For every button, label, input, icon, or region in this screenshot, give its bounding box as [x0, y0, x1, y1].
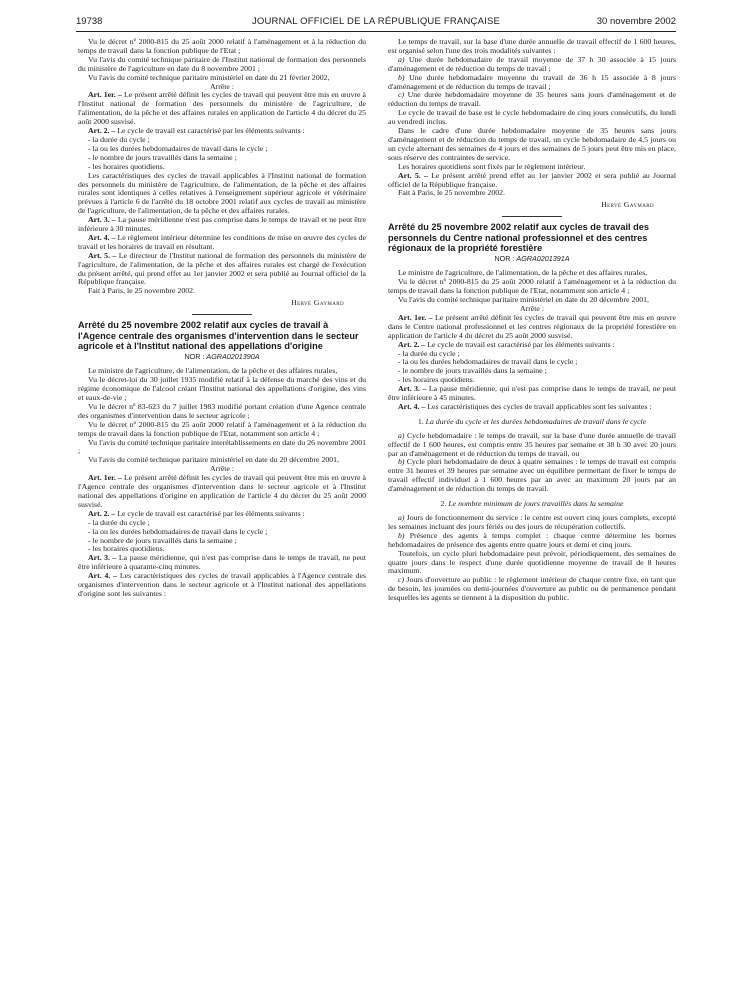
- signature: Hervé Gaymard: [601, 200, 654, 210]
- left-column: [78, 38, 366, 599]
- article-text: La pause méridienne, qui n'est pas comprise dans le temps de travail, ne peut être inférieure à quarante-cinq minutes.: [78, 553, 366, 572]
- list-item: [388, 91, 676, 109]
- article-text: Le règlement intérieur détermine les conditions de mise en œuvre des cycles de travail et les horaires de travail en résultant.: [78, 232, 366, 251]
- article-label: Art. 2. –: [88, 126, 116, 136]
- article: [78, 474, 366, 510]
- section-number: 2.: [440, 499, 447, 509]
- arrete-label: Arrête :: [209, 81, 235, 91]
- article-label: Art. 2. –: [398, 339, 426, 349]
- article-label: Art. 1er. –: [88, 473, 122, 483]
- item-text: Une durée hebdomadaire moyenne de 35 heures sans jours d'aménagement et de réduction du temps de travail.: [388, 90, 676, 109]
- visa: Vu le décret nº 83-623 du 7 juillet 1983 modifié portant création d'une Agence centrale des organismes d'intervention dans le secteur agricole ;: [78, 401, 366, 420]
- article-text: Le cycle de travail est caractérisé par les éléments suivants :: [427, 339, 615, 349]
- visa: Vu l'avis du comité technique paritaire de l'Institut national de formation des personnels du ministère de l'agriculture en date du 8 novembre 2001 ;: [78, 54, 366, 73]
- article-label: Art. 1er. –: [398, 312, 433, 322]
- article: [78, 554, 366, 572]
- article-text: La pause méridienne, qui n'est pas comprise dans le temps de travail, ne peut être inférieure à 45 minutes.: [388, 384, 676, 403]
- separator: [192, 314, 252, 315]
- visa: Vu le décret-loi du 30 juillet 1935 modifié relatif à la défense du marché des vins et du régime économique de l'alcool créant l'Institut national des appellations d'origine, des vins et eaux-de-vie ;: [78, 375, 366, 403]
- article-text: Les caractéristiques des cycles de travail applicables sont les suivantes :: [427, 401, 652, 411]
- item-label: b): [398, 457, 405, 467]
- item-label: a): [398, 430, 405, 440]
- list-item: [388, 74, 676, 92]
- list-item: [388, 576, 676, 603]
- item-label: b): [398, 72, 405, 82]
- article-label: Art. 3. –: [398, 384, 427, 394]
- list-item: - la ou les durées hebdomadaires de travail dans le cycle ;: [88, 143, 268, 153]
- item-text: Une durée hebdomadaire de travail moyenne de 37 h 30 associée à 15 jours d'aménagement et de réduction du temps de travail ;: [388, 54, 677, 73]
- visa: Vu l'avis du comité technique paritaire ministériel en date du 20 décembre 2001,: [88, 455, 340, 465]
- visa: Vu le décret nº 2000-815 du 25 août 2000 relatif à l'aménagement et à la réduction du temps de travail dans la fonction publique de l'Etat, notamment son article 4 ;: [388, 277, 676, 296]
- nor-code: AGRA0201391A: [516, 254, 570, 264]
- page-header: [76, 14, 676, 30]
- list-item: [388, 458, 676, 494]
- item-text: Cycle hebdomadaire : le temps de travail, sur la base d'une durée annuelle de travail effectif de 1 600 heures, est compris entre 35 heures par semaine et 38 h 30 avec 20 jours par an d'aménagement et de réduction du temps de travail, ou: [388, 430, 676, 458]
- article-label: Art. 5. –: [398, 170, 428, 180]
- list-item: - les horaires quotidiens.: [88, 544, 165, 554]
- visa: Vu l'avis du comité technique paritaire interétablissements en date du 26 novembre 2001 ;: [78, 437, 366, 456]
- list-item: - les horaires quotidiens.: [88, 161, 165, 171]
- right-column: [388, 38, 676, 603]
- list-item: - la durée du cycle ;: [398, 348, 460, 358]
- article-label: Art. 3. –: [88, 553, 117, 563]
- article-text: Le directeur de l'Institut national de formation des personnels du ministère de l'agriculture, de l'alimentation, de la pêche et des affaires rurales est chargé de l'exécution du présent arrêté, qui prend effet au 1er janvier 2002 et sera publié au Journal officiel de la République française.: [78, 250, 366, 287]
- visa: Vu le décret nº 2000-815 du 25 août 2000 relatif à l'aménagement et à la réduction du temps de travail dans la fonction publique de l'Etat, notamment son article 4 ;: [78, 419, 366, 438]
- nor-label: NOR :: [184, 352, 205, 362]
- visa: Le ministre de l'agriculture, de l'alimentation, de la pêche et des affaires rurales,: [88, 366, 338, 376]
- list-item: [388, 532, 676, 550]
- decree-title: Arrêté du 25 novembre 2002 relatif aux cycles de travail à l'Agence centrale des organismes d'intervention dans le secteur agricole et à l'Institut national des appellations d'origine: [78, 320, 359, 351]
- item-label: a): [398, 513, 405, 522]
- article: [78, 91, 366, 127]
- section-title: Le nombre minimum de jours travaillés dans la semaine: [448, 499, 624, 509]
- decree-title: Arrêté du 25 novembre 2002 relatif aux cycles de travail des personnels du Centre national professionnel et des centres régionaux de la propriété forestière: [388, 222, 649, 254]
- article-text: La pause méridienne n'est pas comprise dans le temps de travail et ne peut être inférieure à 30 minutes.: [78, 215, 366, 234]
- list-item: [388, 56, 676, 74]
- list-item: - le nombre de jours travaillés dans la semaine ;: [398, 366, 547, 376]
- visa: Le ministre de l'agriculture, de l'alimentation, de la pêche et des affaires rurales,: [398, 268, 648, 278]
- separator: [502, 216, 562, 217]
- paragraph: Dans le cadre d'une durée hebdomadaire moyenne de 35 heures sans jours d'aménagement et de réduction du temps de travail, un cycle hebdomadaire de 4,5 jours ou un cycle alternant des semaines de 4 jours et des semaines de 5 jours peut être mis en place, sous réserve des contraintes de service.: [388, 126, 676, 162]
- item-text: Jours de fonctionnement du service : le centre est ouvert cinq jours complets, excepté les semaines incluant des jours fériés ou des jours de récupération collectifs.: [388, 513, 676, 531]
- list-item: - la ou les durées hebdomadaires de travail dans le cycle ;: [88, 526, 268, 536]
- visa: Vu l'avis du comité technique paritaire ministériel en date du 20 décembre 2001,: [398, 295, 650, 305]
- section-title: La durée du cycle et les durées hebdomadaires de travail dans le cycle: [425, 416, 647, 426]
- article-label: Art. 4. –: [88, 232, 116, 242]
- journal-title: JOURNAL OFFICIEL DE LA RÉPUBLIQUE FRANÇAISE: [251, 16, 501, 27]
- section-heading: [388, 418, 676, 427]
- article: [388, 172, 676, 190]
- paragraph: Les caractéristiques des cycles de travail applicables à l'Institut national de formation des personnels du ministère de l'agriculture, de l'alimentation, de la pêche et des affaires rurales sont identiques à celles relatives à l'enseignement supérieur agricole et vétérinaire prévues à l'article 6 de l'arrêté du 18 octobre 2001 relatif aux cycles de travail au ministère de l'agriculture, de l'alimentation, de la pêche et des affaires rurales.: [78, 170, 366, 216]
- item-label: c): [398, 90, 405, 100]
- item-text: Cycle pluri hebdomadaire de deux à quatre semaines : le temps de travail est compris entre 31 heures et 39 heures par semaine avec un équilibre permettant de fixer le temps de travail effectif individuel à 1 600 heures par an avec au maximum 20 jours par an d'aménagement et de réduction du temps de travail.: [388, 457, 677, 494]
- article-text: Le cycle de travail est caractérisé par les éléments suivants :: [117, 126, 305, 136]
- paragraph: Les horaires quotidiens sont fixés par le règlement intérieur.: [398, 161, 586, 171]
- paragraph: Le temps de travail, sur la base d'une durée annuelle de travail effectif de 1 600 heures, est organisé selon l'une des trois modalités suivantes :: [388, 37, 676, 55]
- item-label: c): [398, 575, 405, 585]
- nor-reference: [388, 255, 676, 264]
- signature: Hervé Gaymard: [291, 298, 344, 308]
- article-text: Le cycle de travail est caractérisé par les éléments suivants :: [117, 508, 305, 518]
- list-item: - la durée du cycle ;: [88, 134, 150, 144]
- nor-code: AGRA0201390A: [206, 352, 260, 362]
- article-text: Le présent arrêté définit les cycles de travail qui peuvent être mis en œuvre à l'Institut national de formation des personnels du ministère de l'agriculture, de l'alimentation, de la pêche et des affaires rurales en application de l'article 4 du décret du 25 août 2000 susvisé.: [78, 90, 366, 127]
- article-text: Le présent arrêté prend effet au 1er janvier 2002 et sera publié au Journal officiel de la République française.: [388, 170, 676, 189]
- article-label: Art. 4. –: [88, 571, 118, 581]
- article-text: Le présent arrêté définit les cycles de travail qui peuvent être mis en œuvre dans le Centre national professionnel et les centres régionaux de la propriété forestière en application de l'article 4 du décret du 25 août 2000 susvisé.: [388, 312, 676, 340]
- page-number: 19738: [76, 16, 103, 27]
- list-item: - le nombre de jours travaillés dans la semaine ;: [88, 535, 237, 545]
- article-label: Art. 5. –: [88, 250, 117, 260]
- article-text: Les caractéristiques des cycles de travail applicables à l'Agence centrale des organismes d'intervention dans le secteur agricole et à l'Institut national des appellations d'origine sont les suivantes :: [78, 571, 366, 598]
- fait-a-paris: Fait à Paris, le 25 novembre 2002.: [398, 188, 505, 198]
- header-rule: [76, 31, 676, 32]
- article: [78, 234, 366, 252]
- fait-a-paris: Fait à Paris, le 25 novembre 2002.: [88, 286, 195, 296]
- issue-date: 30 novembre 2002: [596, 16, 676, 27]
- item-text: Présence des agents à temps complet : chaque centre détermine les bornes hebdomadaires de présence des agents entre quatre jours et demi et cinq jours.: [388, 530, 676, 549]
- arrete-label: Arrête :: [209, 464, 235, 474]
- nor-label: NOR :: [494, 254, 515, 264]
- item-label: b): [398, 530, 405, 540]
- nor-reference: [78, 353, 366, 362]
- list-item: [388, 514, 676, 532]
- list-item: [388, 432, 676, 459]
- list-item: - les horaires quotidiens.: [398, 375, 475, 385]
- article: [78, 216, 366, 234]
- paragraph: Toutefois, un cycle pluri hebdomadaire peut prévoir, périodiquement, des semaines de quatre jours dans le respect d'une durée quotidienne moyenne de travail de 8 heures maximum.: [388, 548, 676, 576]
- item-text: Jours d'ouverture au public : le règlement intérieur de chaque centre fixe, en tant que de besoin, les journées ou demi-journées d'ouverture au public ou de permanence pendant lesquelles les agents se tiennent à la disposition du public.: [388, 575, 677, 603]
- list-item: - la durée du cycle ;: [88, 517, 150, 527]
- item-text: Une durée hebdomadaire moyenne du travail de 36 h 15 associée à 8 jours d'aménagement et de réduction du temps de travail ;: [388, 72, 676, 91]
- arrete-label: Arrête :: [519, 303, 545, 313]
- paragraph: Le cycle de travail de base est le cycle hebdomadaire de cinq jours consécutifs, du lundi au vendredi inclus.: [388, 108, 676, 127]
- article: [388, 403, 676, 412]
- list-item: - le nombre de jours travaillés dans la semaine ;: [88, 152, 237, 162]
- article-label: Art. 3. –: [88, 215, 116, 225]
- visa: Vu l'avis du comité technique paritaire ministériel en date du 21 février 2002,: [88, 72, 330, 82]
- list-item: - la ou les durées hebdomadaires de travail dans le cycle ;: [398, 357, 578, 367]
- article: [78, 252, 366, 288]
- article-label: Art. 4. –: [398, 401, 426, 411]
- article-text: Le présent arrêté définit les cycles de travail qui peuvent être mis en œuvre à l'Agence centrale des organismes d'intervention dans le secteur agricole et à l'Institut national des appellations d'origine en application de l'article 4 du décret du 25 août 2000 susvisé.: [78, 473, 366, 509]
- visa: Vu le décret nº 2000-815 du 25 août 2000 relatif à l'aménagement et à la réduction du temps de travail dans la fonction publique de l'Etat ;: [78, 37, 366, 55]
- article: [78, 572, 366, 599]
- article-label: Art. 1er. –: [88, 90, 122, 100]
- article: [388, 385, 676, 403]
- section-number: 1.: [417, 416, 424, 426]
- item-label: a): [398, 54, 405, 64]
- article: [388, 314, 676, 341]
- section-heading: [388, 500, 676, 509]
- article-label: Art. 2. –: [88, 508, 116, 518]
